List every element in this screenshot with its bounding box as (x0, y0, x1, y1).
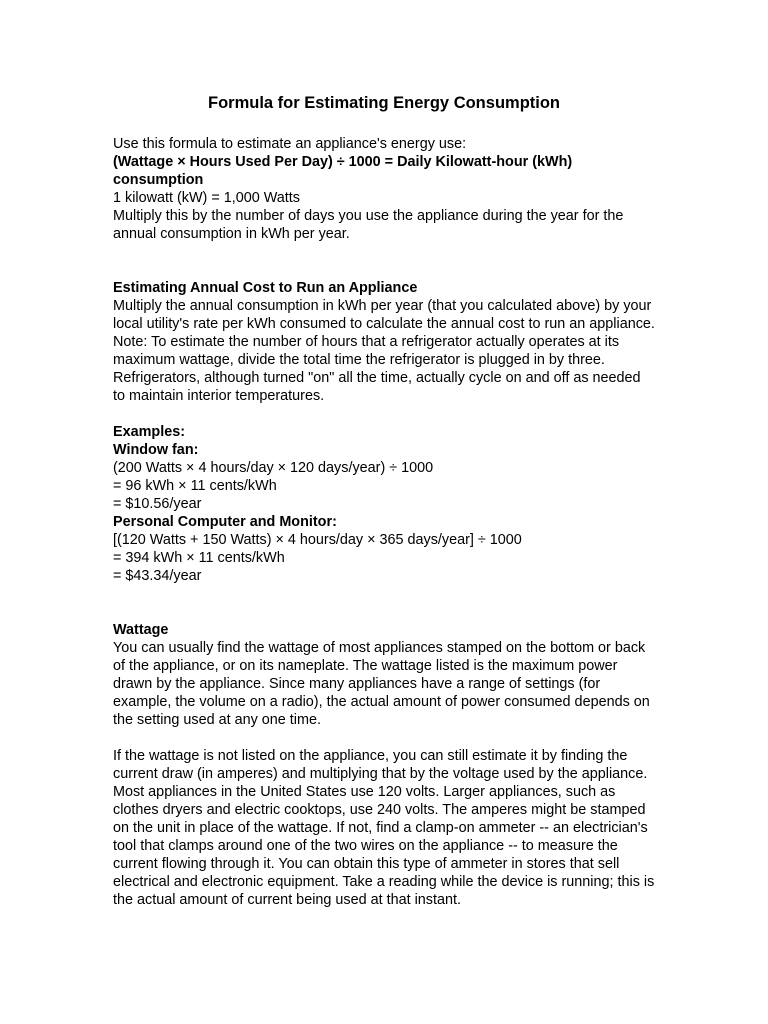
examples-section (113, 423, 655, 585)
intro-section (113, 135, 655, 243)
examples-heading: Examples: (113, 424, 185, 440)
example-line: (200 Watts × 4 hours/day × 120 days/year) ÷ 1000 (113, 460, 434, 476)
page-title: Formula for Estimating Energy Consumption (207, 94, 561, 112)
spacer (113, 585, 655, 621)
conversion-line: 1 kilowatt (kW) = 1,000 Watts (113, 190, 301, 206)
annual-cost-section (113, 279, 655, 405)
wattage-paragraph: You can usually find the wattage of most appliances stamped on the bottom or back of the appliance, or on its nameplate. The wattage listed is the maximum power drawn by the appliance. Since many appliances have a range of settings (for example, the volume on a radio), the actual amount of power consumed depends on the setting used at any one time. (113, 640, 650, 728)
example-line: = 96 kWh × 11 cents/kWh (113, 478, 277, 494)
example-line: = 394 kWh × 11 cents/kWh (113, 550, 285, 566)
annual-instruction: Multiply this by the number of days you use the appliance during the year for the annual consumption in kWh per year. (113, 208, 624, 242)
spacer (113, 405, 655, 423)
intro-line: Use this formula to estimate an appliance's energy use: (113, 136, 467, 152)
example-line: = $10.56/year (113, 496, 202, 512)
spacer (113, 729, 655, 747)
annual-cost-body: Multiply the annual consumption in kWh per year (that you calculated above) by your local utility's rate per kWh consumed to calculate the annual cost to run an appliance. Note: To estimate the number of hours that a refrigerator actually operates at its maximum wattage, divide the total time the refrigerator is plugged in by three. Refrigerators, although turned "on" all the time, actually cycle on and off as needed to maintain interior temperatures. (113, 298, 655, 404)
annual-cost-heading: Estimating Annual Cost to Run an Appliance (113, 280, 418, 296)
example-name: Personal Computer and Monitor: (113, 514, 337, 530)
example-name: Window fan: (113, 442, 199, 458)
wattage-heading: Wattage (113, 622, 169, 638)
example-line: [(120 Watts + 150 Watts) × 4 hours/day × 365 days/year] ÷ 1000 (113, 532, 522, 548)
spacer (113, 243, 655, 279)
formula-line: (Wattage × Hours Used Per Day) ÷ 1000 = Daily Kilowatt-hour (kWh) consumption (113, 154, 573, 188)
wattage-paragraph: If the wattage is not listed on the appliance, you can still estimate it by finding the current draw (in amperes) and multiplying that by the voltage used by the appliance. Most appliances in the United States use 120 volts. Larger appliances, such as clothes dryers and electric cooktops, use 240 volts. The amperes might be stamped on the unit in place of the wattage. If not, find a clamp-on ammeter -- an electrician's tool that clamps around one of the two wires on the appliance -- to measure the current flowing through it. You can obtain this type of ammeter in stores that sell electrical and electronic equipment. Take a reading while the device is running; this is the actual amount of current being used at that instant. (113, 748, 655, 908)
example-line: = $43.34/year (113, 568, 202, 584)
wattage-section (113, 621, 655, 909)
